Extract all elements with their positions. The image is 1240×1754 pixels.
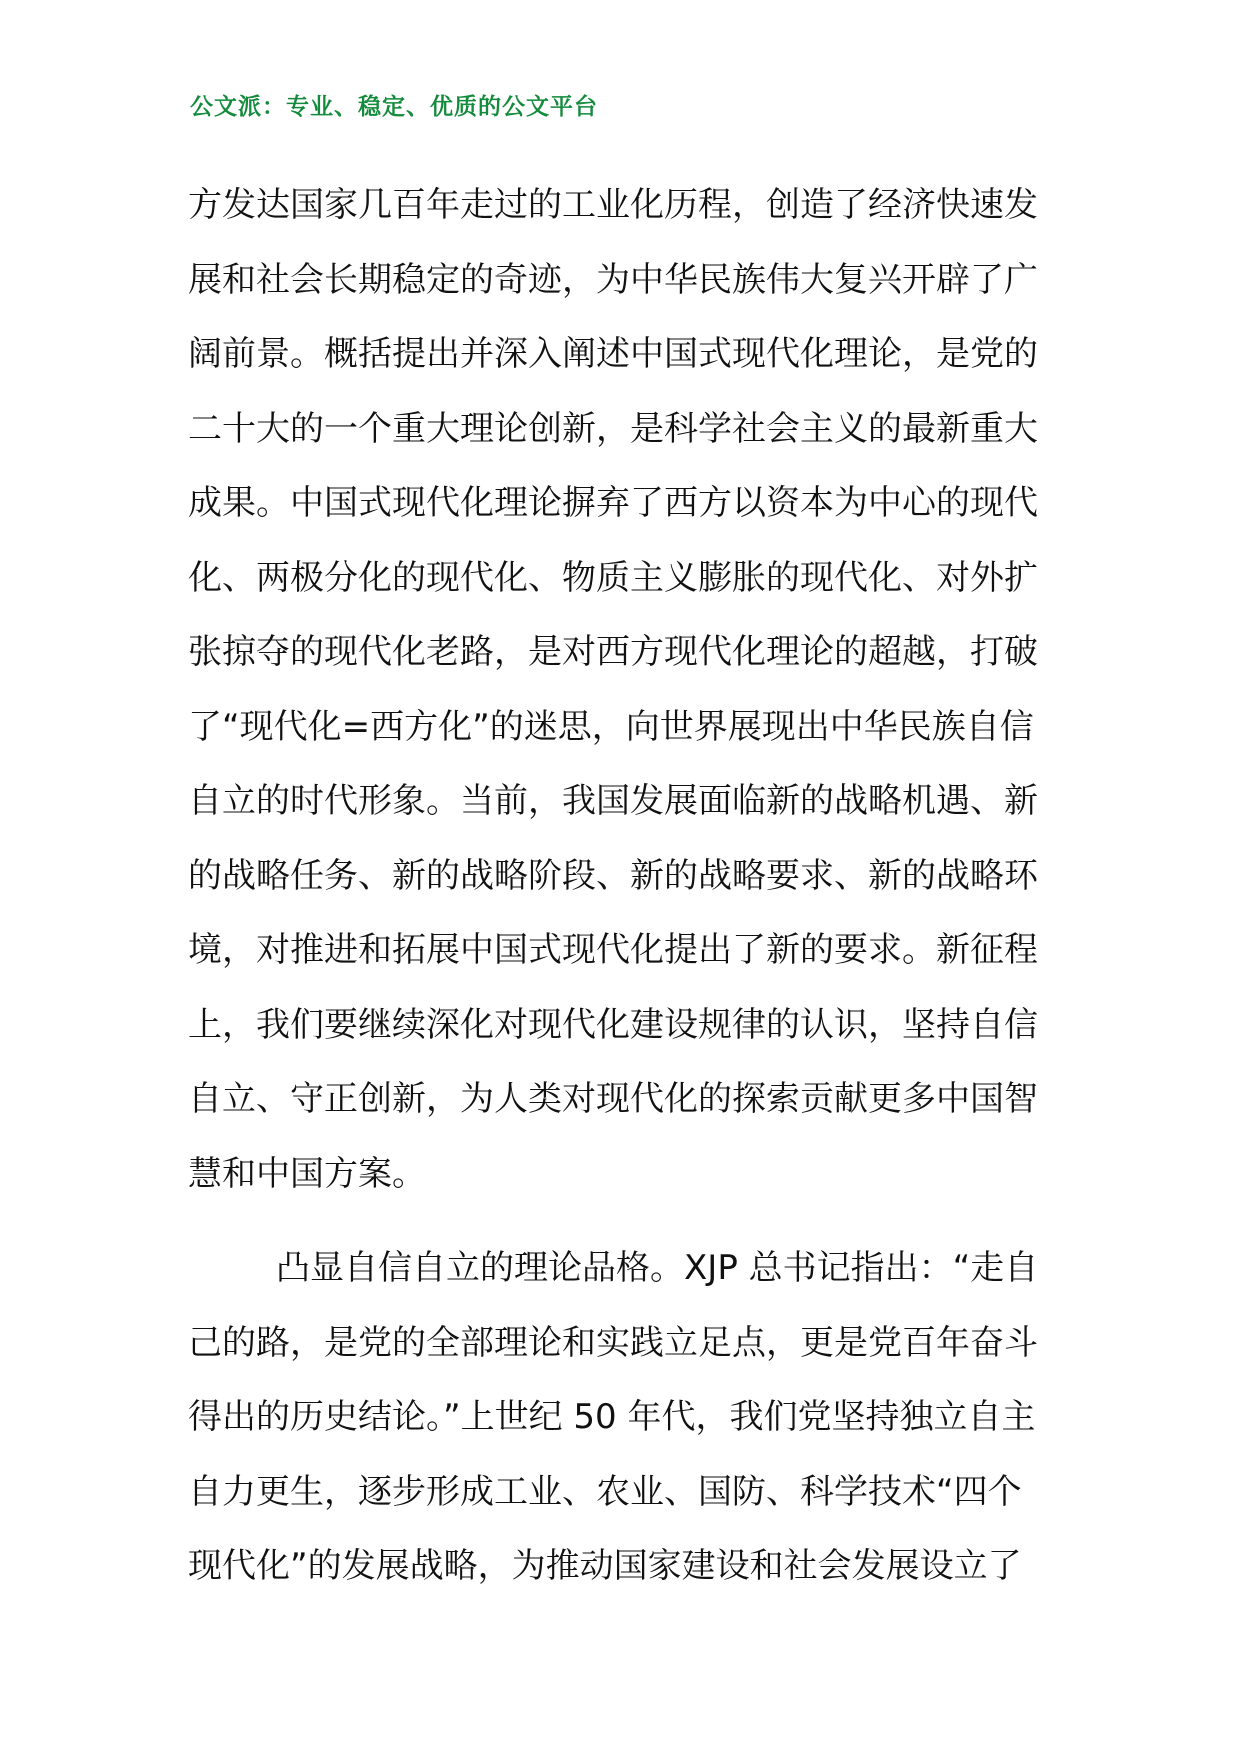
- text-line: 张掠夺的现代化老路，是对西方现代化理论的超越，打破: [188, 632, 1038, 672]
- text-line: 阔前景。概括提出并深入阐述中国式现代化理论，是党的: [188, 334, 1038, 374]
- text-line: 展和社会长期稳定的奇迹，为中华民族伟大复兴开辟了广: [188, 259, 1038, 300]
- document-body: [188, 168, 1068, 1604]
- header-title: 公文派：专业、稳定、优质的公文平台: [190, 94, 598, 120]
- text-line: 凸显自信自立的理论品格。XJP 总书记指出：“走自: [276, 1248, 1039, 1288]
- text-line: 自力更生，逐步形成工业、农业、国防、科学技术“四个: [188, 1471, 1022, 1512]
- text-line: 现代化”的发展战略，为推动国家建设和社会发展设立了: [188, 1546, 1022, 1586]
- text-line: 自立的时代形象。当前，我国发展面临新的战略机遇、新: [188, 781, 1038, 821]
- text-line: 方发达国家几百年走过的工业化历程，创造了经济快速发: [188, 185, 1038, 225]
- paragraph-1: [188, 168, 1068, 1211]
- text-line: 慧和中国方案。: [188, 1153, 426, 1194]
- text-line: 己的路，是党的全部理论和实践立足点，更是党百年奋斗: [188, 1322, 1038, 1363]
- paragraph-2: [188, 1231, 1068, 1604]
- text-line: 得出的历史结论。”上世纪 50 年代，我们党坚持独立自主: [188, 1397, 1036, 1437]
- text-line: 境，对推进和拓展中国式现代化提出了新的要求。新征程: [188, 930, 1038, 970]
- text-line: 了“现代化=西方化”的迷思，向世界展现出中华民族自信: [188, 706, 1034, 747]
- text-line: 二十大的一个重大理论创新，是科学社会主义的最新重大: [188, 408, 1038, 449]
- text-line: 自立、守正创新，为人类对现代化的探索贡献更多中国智: [188, 1079, 1038, 1119]
- paragraph-spacer: [188, 1211, 1068, 1231]
- text-line: 成果。中国式现代化理论摒弃了西方以资本为中心的现代: [188, 483, 1038, 523]
- text-line: 化、两极分化的现代化、物质主义膨胀的现代化、对外扩: [188, 557, 1038, 598]
- text-line: 的战略任务、新的战略阶段、新的战略要求、新的战略环: [188, 855, 1038, 896]
- text-line: 上，我们要继续深化对现代化建设规律的认识，坚持自信: [188, 1004, 1038, 1045]
